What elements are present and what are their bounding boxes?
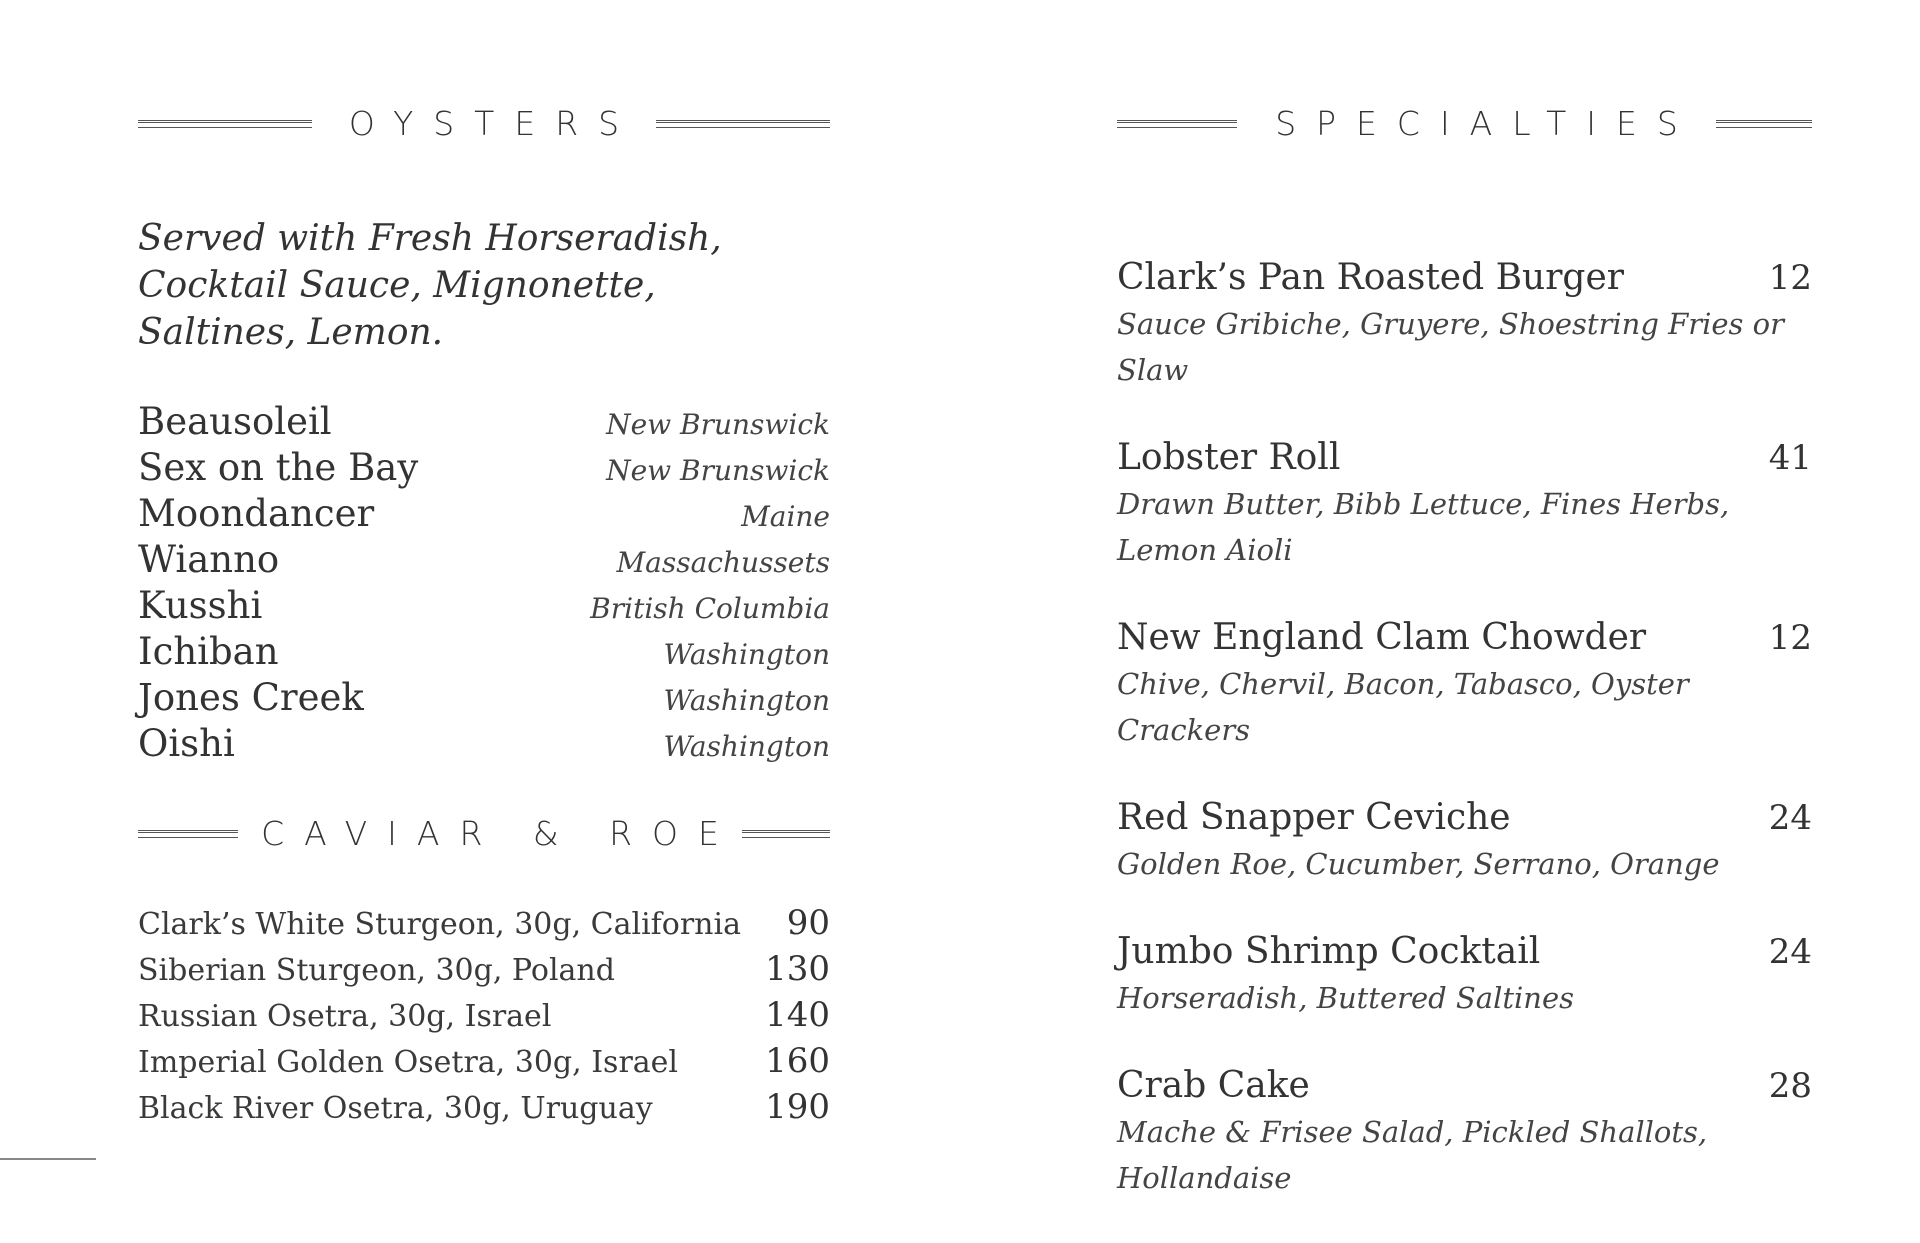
heading-rule-right bbox=[656, 120, 830, 128]
specialty-item bbox=[1117, 255, 1812, 393]
oyster-name: Jones Creek bbox=[138, 676, 364, 719]
specialty-description: Horseradish, Buttered Saltines bbox=[1117, 981, 1574, 1015]
caviar-list bbox=[138, 903, 830, 1133]
specialty-name: Lobster Roll bbox=[1117, 437, 1341, 478]
specialty-price: 12 bbox=[1768, 258, 1812, 298]
caviar-price: 160 bbox=[765, 1041, 830, 1081]
caviar-row bbox=[138, 995, 830, 1041]
specialties-section-heading bbox=[1117, 104, 1812, 143]
oyster-row bbox=[138, 400, 830, 446]
caviar-price: 130 bbox=[765, 949, 830, 989]
caviar-section-heading bbox=[138, 814, 830, 853]
specialty-item bbox=[1117, 435, 1812, 573]
specialty-name: New England Clam Chowder bbox=[1117, 617, 1647, 658]
caviar-name: Imperial Golden Osetra, 30g, Israel bbox=[138, 1045, 679, 1080]
specialty-item bbox=[1117, 615, 1812, 753]
heading-rule-right bbox=[742, 830, 830, 838]
heading-rule-left bbox=[138, 830, 238, 838]
specialty-description: Sauce Gribiche, Gruyere, Shoestring Fries or Slaw bbox=[1117, 307, 1784, 387]
caviar-row bbox=[138, 1087, 830, 1133]
heading-rule-left bbox=[138, 120, 312, 128]
specialty-description: Chive, Chervil, Bacon, Tabasco, Oyster Crackers bbox=[1117, 667, 1689, 747]
specialty-item bbox=[1117, 795, 1812, 887]
oyster-row bbox=[138, 446, 830, 492]
specialty-name: Clark’s Pan Roasted Burger bbox=[1117, 257, 1624, 298]
caviar-name: Clark’s White Sturgeon, 30g, California bbox=[138, 907, 741, 942]
specialty-price: 24 bbox=[1768, 932, 1812, 972]
heading-rule-left bbox=[1117, 120, 1237, 128]
heading-rule-right bbox=[1716, 120, 1812, 128]
specialty-price: 28 bbox=[1768, 1066, 1812, 1106]
caviar-name: Siberian Sturgeon, 30g, Poland bbox=[138, 953, 615, 988]
oyster-origin: Massachussets bbox=[616, 546, 830, 579]
right-column bbox=[1117, 0, 1812, 1243]
oyster-row bbox=[138, 538, 830, 584]
caviar-heading: CAVIAR & ROE bbox=[261, 814, 739, 853]
specialty-price: 24 bbox=[1768, 798, 1812, 838]
specialty-name: Crab Cake bbox=[1117, 1065, 1310, 1106]
caviar-row bbox=[138, 903, 830, 949]
oyster-name: Beausoleil bbox=[138, 400, 332, 443]
oyster-row bbox=[138, 630, 830, 676]
specialty-description: Drawn Butter, Bibb Lettuce, Fines Herbs, Lemon Aioli bbox=[1117, 487, 1730, 567]
oyster-row bbox=[138, 492, 830, 538]
oyster-origin: Washington bbox=[663, 684, 830, 717]
oyster-name: Sex on the Bay bbox=[138, 446, 419, 489]
caviar-price: 190 bbox=[765, 1087, 830, 1127]
caviar-price: 90 bbox=[786, 903, 830, 943]
oyster-origin: British Columbia bbox=[590, 592, 830, 625]
specialty-item bbox=[1117, 929, 1812, 1021]
specialty-item bbox=[1117, 1063, 1812, 1201]
specialties-list bbox=[1117, 255, 1812, 1201]
oyster-name: Moondancer bbox=[138, 492, 375, 535]
oyster-name: Kusshi bbox=[138, 584, 263, 627]
oyster-origin: New Brunswick bbox=[606, 408, 830, 441]
specialty-name: Jumbo Shrimp Cocktail bbox=[1117, 931, 1541, 972]
specialties-heading: SPECIALTIES bbox=[1275, 104, 1698, 143]
oyster-row bbox=[138, 584, 830, 630]
caviar-row bbox=[138, 1041, 830, 1087]
oyster-origin: Washington bbox=[663, 730, 830, 763]
specialty-price: 41 bbox=[1768, 438, 1812, 478]
caviar-row bbox=[138, 949, 830, 995]
oysters-section-heading bbox=[138, 104, 830, 143]
specialty-price: 12 bbox=[1768, 618, 1812, 658]
oyster-origin: Maine bbox=[741, 500, 830, 533]
specialty-name: Red Snapper Ceviche bbox=[1117, 797, 1511, 838]
specialty-description: Mache & Frisee Salad, Pickled Shallots, Hollandaise bbox=[1117, 1115, 1708, 1195]
oyster-origin: New Brunswick bbox=[606, 454, 830, 487]
page-edge-rule bbox=[0, 1158, 96, 1160]
oyster-name: Ichiban bbox=[138, 630, 279, 673]
oyster-name: Wianno bbox=[138, 538, 280, 581]
oysters-intro: Served with Fresh Horseradish, Cocktail Sauce, Mignonette, Saltines, Lemon. bbox=[138, 218, 722, 353]
oyster-row bbox=[138, 722, 830, 768]
left-column bbox=[138, 0, 830, 1133]
oyster-name: Oishi bbox=[138, 722, 235, 765]
oyster-origin: Washington bbox=[663, 638, 830, 671]
caviar-name: Black River Osetra, 30g, Uruguay bbox=[138, 1091, 653, 1126]
caviar-name: Russian Osetra, 30g, Israel bbox=[138, 999, 552, 1034]
oyster-row bbox=[138, 676, 830, 722]
oysters-heading: OYSTERS bbox=[348, 104, 640, 143]
caviar-price: 140 bbox=[765, 995, 830, 1035]
specialty-description: Golden Roe, Cucumber, Serrano, Orange bbox=[1117, 847, 1720, 881]
oyster-list bbox=[138, 400, 830, 768]
